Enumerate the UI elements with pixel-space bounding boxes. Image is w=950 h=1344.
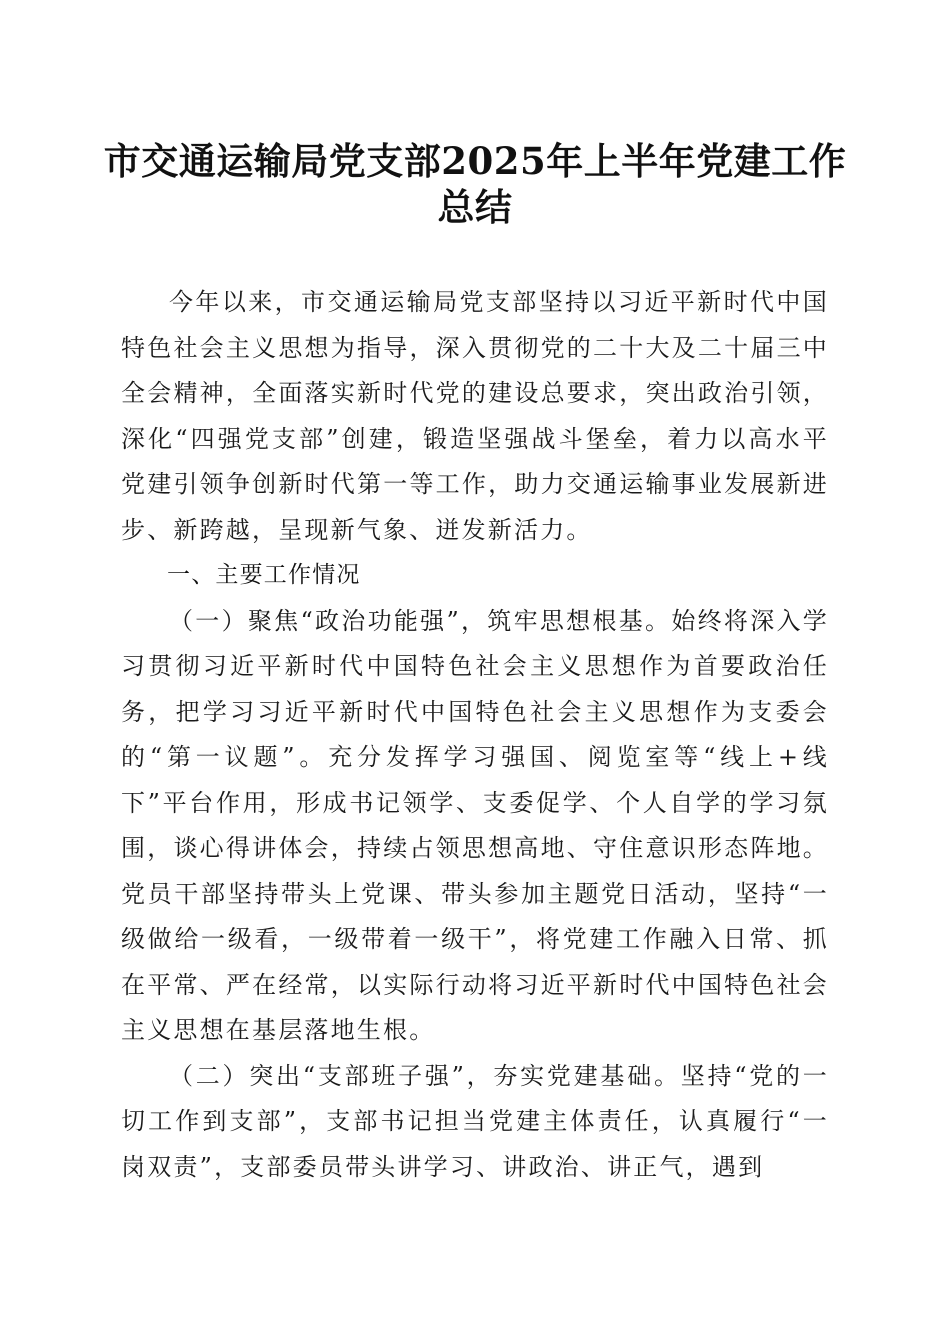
document-title (100, 138, 850, 230)
subsection-2-body: 坚持“党的一切工作到支部”，支部书记担当党建主体责任，认真履行“一岗双责”，支部委员带头讲学习、讲政治、讲正气，遇到 (121, 1061, 829, 1181)
subsection-2-paragraph (121, 1054, 829, 1191)
document-body (121, 280, 829, 1190)
title-line-2: 总结 (437, 185, 513, 229)
subsection-1-paragraph (121, 599, 829, 1054)
intro-paragraph: 今年以来，市交通运输局党支部坚持以习近平新时代中国特色社会主义思想为指导，深入贯彻党的二十大及二十届三中全会精神，全面落实新时代党的建设总要求，突出政治引领，深化“四强党支部”创建，锻造坚强战斗堡垒，着力以高水平党建引领争创新时代第一等工作，助力交通运输事业发展新进步、新跨越，呈现新气象、迸发新活力。 (121, 288, 829, 544)
section-heading-main-work: 一、主要工作情况 (167, 562, 361, 588)
subsection-1-heading: （一）聚焦“政治功能强”，筑牢思想根基。 (169, 606, 672, 635)
subsection-2-heading: （二）突出“支部班子强”，夯实党建基础。 (169, 1061, 681, 1090)
subsection-1-body: 始终将深入学习贯彻习近平新时代中国特色社会主义思想作为首要政治任务，把学习习近平新时代中国特色社会主义思想作为支委会的“第一议题”。充分发挥学习强国、阅览室等“线上+线下”平台作用，形成书记领学、支委促学、个人自学的学习氛围，谈心得讲体会，持续占领思想高地、守住意识形态阵地。党员干部坚持带头上党课、带头参加主题党日活动，坚持“一级做给一级看，一级带着一级干”，将党建工作融入日常、抓在平常、严在经常，以实际行动将习近平新时代中国特色社会主义思想在基层落地生根。 (121, 606, 829, 1044)
title-line-1: 市交通运输局党支部2025年上半年党建工作 (103, 139, 847, 183)
